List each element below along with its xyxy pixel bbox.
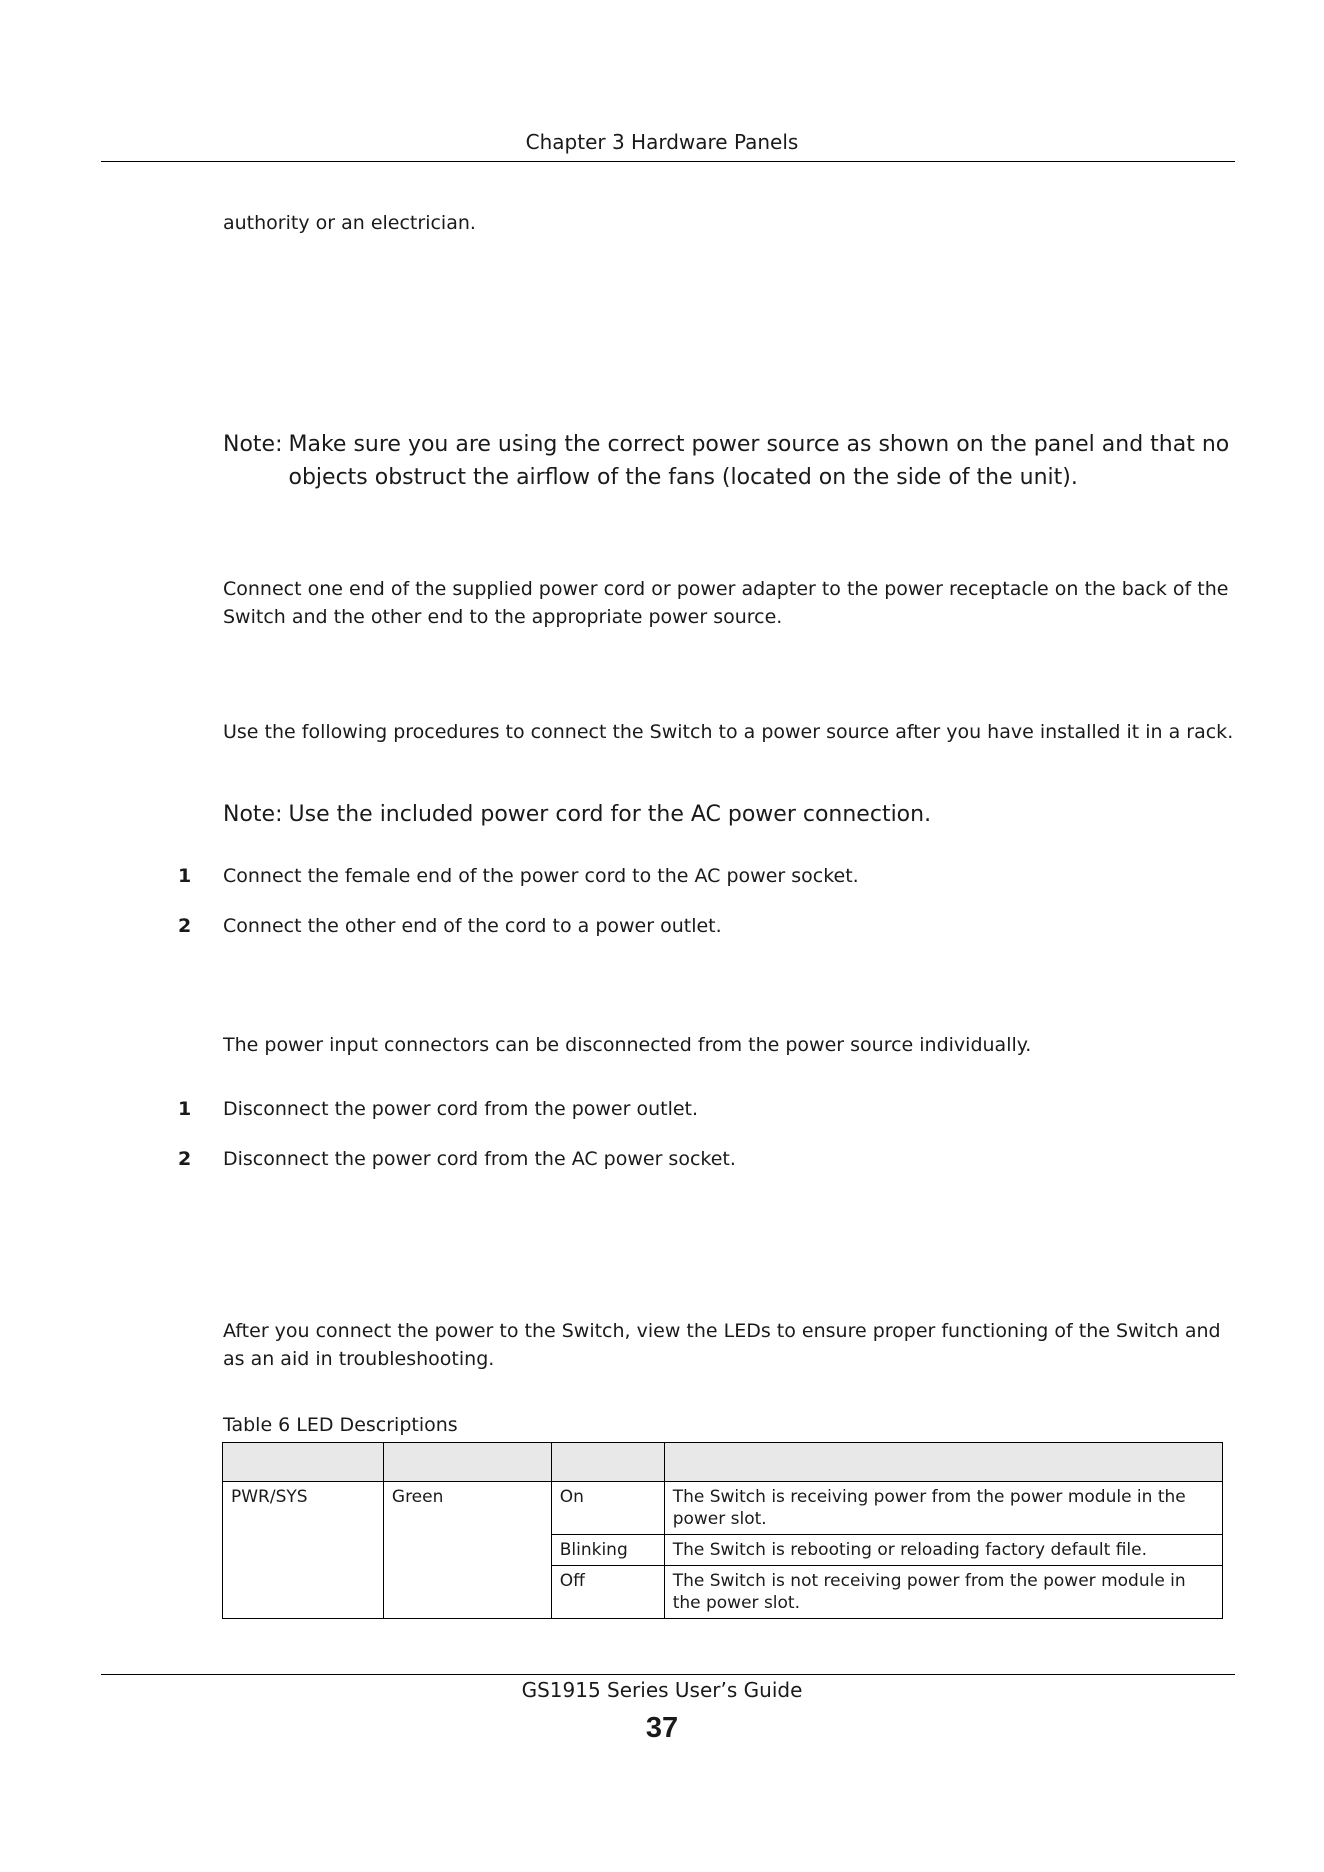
led-status-cell: Blinking	[551, 1535, 664, 1566]
note-text: Use the included power cord for the AC power connection.	[288, 802, 932, 827]
step-text: Disconnect the power cord from the AC power socket.	[223, 1148, 736, 1170]
paragraph-procedures: Use the following procedures to connect the Switch to a power source after you have installed it in a rack.	[223, 721, 1234, 743]
led-description-cell: The Switch is not receiving power from the power module in the power slot.	[664, 1566, 1222, 1619]
led-status-cell: Off	[551, 1566, 664, 1619]
table-header-cell	[223, 1443, 384, 1482]
connect-step-1	[178, 862, 1235, 890]
led-color-cell: Green	[383, 1482, 551, 1619]
note-label: Note:	[223, 802, 283, 827]
step-number: 2	[178, 915, 192, 937]
paragraph-connect-cord: Connect one end of the supplied power cord or power adapter to the power receptacle on the back of the Switch and the other end to the appropriate power source.	[223, 578, 1229, 628]
note-text: Make sure you are using the correct power source as shown on the panel and that no objects obstruct the airflow of the fans (located on the side of the unit).	[288, 432, 1230, 490]
header-rule	[101, 161, 1235, 162]
connect-step-2	[178, 912, 1235, 940]
table-header-cell	[383, 1443, 551, 1482]
table-row	[223, 1482, 1223, 1535]
note-label: Note:	[223, 432, 283, 457]
table-header-cell	[551, 1443, 664, 1482]
led-name-cell: PWR/SYS	[223, 1482, 384, 1619]
page-header: Chapter 3 Hardware Panels	[525, 130, 799, 154]
led-status-cell: On	[551, 1482, 664, 1535]
disconnect-step-1	[178, 1095, 1235, 1123]
note-power-source	[223, 428, 1235, 494]
step-number: 1	[178, 865, 192, 887]
step-text: Connect the other end of the cord to a power outlet.	[223, 915, 722, 937]
step-text: Connect the female end of the power cord to the AC power socket.	[223, 865, 859, 887]
table-header-cell	[664, 1443, 1222, 1482]
led-descriptions-table	[222, 1442, 1223, 1619]
paragraph-led-intro: After you connect the power to the Switch, view the LEDs to ensure proper functioning of the Switch and as an aid in troubleshooting.	[223, 1320, 1221, 1370]
page-footer: GS1915 Series User’s Guide	[521, 1678, 803, 1702]
page-number: 37	[645, 1712, 679, 1744]
disconnect-step-2	[178, 1145, 1235, 1173]
paragraph-authority: authority or an electrician.	[223, 212, 476, 234]
note-ac-cord	[223, 798, 1235, 831]
step-number: 2	[178, 1148, 192, 1170]
step-text: Disconnect the power cord from the power outlet.	[223, 1098, 699, 1120]
led-description-cell: The Switch is receiving power from the power module in the power slot.	[664, 1482, 1222, 1535]
footer-rule	[101, 1674, 1235, 1675]
step-number: 1	[178, 1098, 192, 1120]
paragraph-disconnect-info: The power input connectors can be disconnected from the power source individually.	[223, 1034, 1032, 1056]
led-description-cell: The Switch is rebooting or reloading factory default file.	[664, 1535, 1222, 1566]
table-header-row	[223, 1443, 1223, 1482]
table-title: Table 6 LED Descriptions	[223, 1414, 458, 1436]
